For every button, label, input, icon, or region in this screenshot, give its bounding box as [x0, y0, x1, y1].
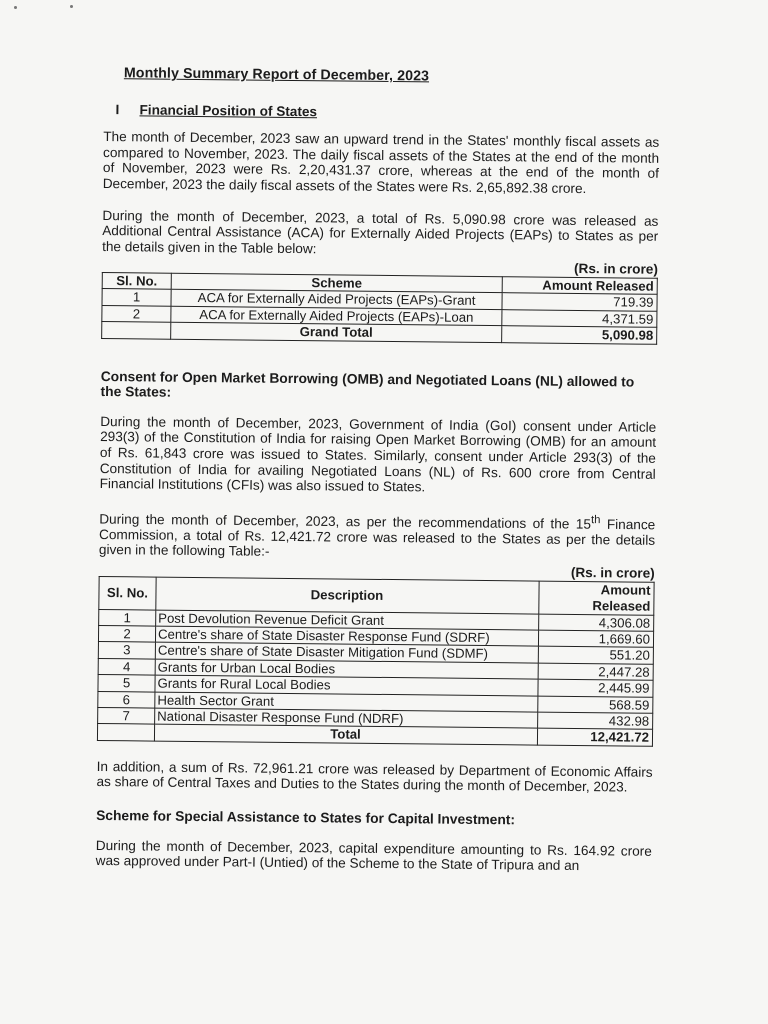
cell-amount: 719.39	[502, 293, 657, 311]
cell-total-amount: 12,421.72	[537, 729, 652, 747]
scan-speck	[14, 6, 17, 9]
cell-amount: 2,447.28	[538, 663, 653, 681]
paragraph-finance-commission	[99, 508, 655, 564]
para4-text-after: Finance Commission, a total of Rs. 12,421.72 crore was released to the States as per the details given in the following Table:-	[98, 516, 656, 560]
paragraph-fiscal-assets: The month of December, 2023 saw an upward trend in the States' monthly fiscal assets as compared to November, 2023. The daily fiscal assets of the States at the end of the month of November, 2023 were Rs. 2,20,431.37 crore, whereas at the end of the month of December, 2023 the daily fiscal assets of the States were Rs. 2,65,892.38 crore.	[102, 129, 660, 197]
cell-total-label: Total	[154, 725, 537, 745]
header-sl-no: Sl. No.	[102, 272, 171, 289]
cell-amount: 2,445.99	[538, 679, 653, 697]
header-amount: Amount Released	[539, 581, 654, 615]
cell-sl: 2	[98, 626, 155, 643]
document-content	[96, 66, 660, 875]
cell-amount: 4,371.59	[502, 309, 657, 327]
cell-description: Health Sector Grant	[155, 692, 538, 712]
cell-scheme: ACA for Externally Aided Projects (EAPs)-Grant	[171, 290, 502, 310]
header-sl-no: Sl. No.	[99, 576, 156, 610]
cell-description: National Disaster Response Fund (NDRF)	[155, 708, 538, 728]
table2-unit: (Rs. in crore)	[570, 564, 655, 581]
header-description: Description	[156, 577, 539, 614]
table1-unit: (Rs. in crore)	[573, 261, 658, 278]
cell-sl: 5	[98, 675, 155, 692]
section-title: Financial Position of States	[139, 101, 318, 119]
cell-amount: 1,669.60	[538, 630, 653, 648]
paragraph-capital-expenditure: During the month of December, 2023, capital expenditure amounting to Rs. 164.92 crore was approved under Part-I (Untied) of the Scheme to the State of Tripura and an	[95, 837, 652, 874]
para4-superscript: th	[590, 513, 601, 526]
cell-sl: 3	[98, 642, 155, 659]
cell-description: Centre's share of State Disaster Mitigation Fund (SDMF)	[155, 643, 538, 663]
cell-total-amount: 5,090.98	[502, 326, 657, 344]
cell-scheme: ACA for Externally Aided Projects (EAPs)-Loan	[171, 306, 502, 326]
cell-sl: 1	[99, 609, 156, 626]
aca-table	[101, 272, 658, 344]
cell-description: Grants for Urban Local Bodies	[155, 659, 538, 679]
section-heading	[103, 102, 659, 123]
cell-sl: 2	[102, 305, 171, 322]
scan-speck	[70, 5, 73, 8]
cell-amount: 551.20	[538, 647, 653, 665]
cell-sl: 4	[98, 658, 155, 675]
paragraph-omb-consent: During the month of December, 2023, Government of India (GoI) consent under Article 293(3) of the Constitution of India for raising Open Market Borrowing (OMB) for an amount of Rs. 61,843 crore was issued to States. Similarly, consent under Article 293(3) of the Constitution of India for availing Negotiated Loans (NL) of Rs. 600 crore from Central Financial Institutions (CFIs) was also issued to States.	[99, 413, 657, 495]
paragraph-central-taxes: In addition, a sum of Rs. 72,961.21 crore was released by Department of Economic Affairs as share of Central Taxes and Duties to the States during the month of December, 2023.	[96, 758, 653, 795]
finance-commission-table	[97, 576, 655, 747]
cell-description: Post Devolution Revenue Deficit Grant	[156, 610, 539, 630]
cell-description: Centre's share of State Disaster Response Fund (SDRF)	[155, 626, 538, 646]
cell-sl: 7	[98, 708, 155, 725]
cell-empty	[97, 724, 154, 741]
cell-amount: 432.98	[538, 712, 653, 730]
header-amount: Amount Released	[502, 277, 657, 295]
cell-sl: 6	[98, 691, 155, 708]
cell-empty	[102, 322, 171, 339]
omb-subheading: Consent for Open Market Borrowing (OMB) and Negotiated Loans (NL) allowed to the States:	[100, 368, 635, 400]
report-title: Monthly Summary Report of December, 2023	[123, 65, 430, 85]
cell-amount: 4,306.08	[539, 614, 654, 632]
para4-text-before: During the month of December, 2023, as per the recommendations of the 15	[99, 511, 592, 532]
cell-total-label: Grand Total	[171, 322, 502, 342]
cell-amount: 568.59	[538, 696, 653, 714]
capital-investment-subheading: Scheme for Special Assistance to States for Capital Investment:	[96, 808, 516, 828]
paragraph-aca-release: During the month of December, 2023, a total of Rs. 5,090.98 crore was released as Additional Central Assistance (ACA) for Externally Aided Projects (EAPs) to States as per the details given in the Table below:	[102, 207, 659, 256]
cell-sl: 1	[102, 289, 171, 306]
section-number: I	[115, 101, 120, 117]
header-scheme: Scheme	[171, 273, 502, 293]
cell-description: Grants for Rural Local Bodies	[155, 675, 538, 695]
